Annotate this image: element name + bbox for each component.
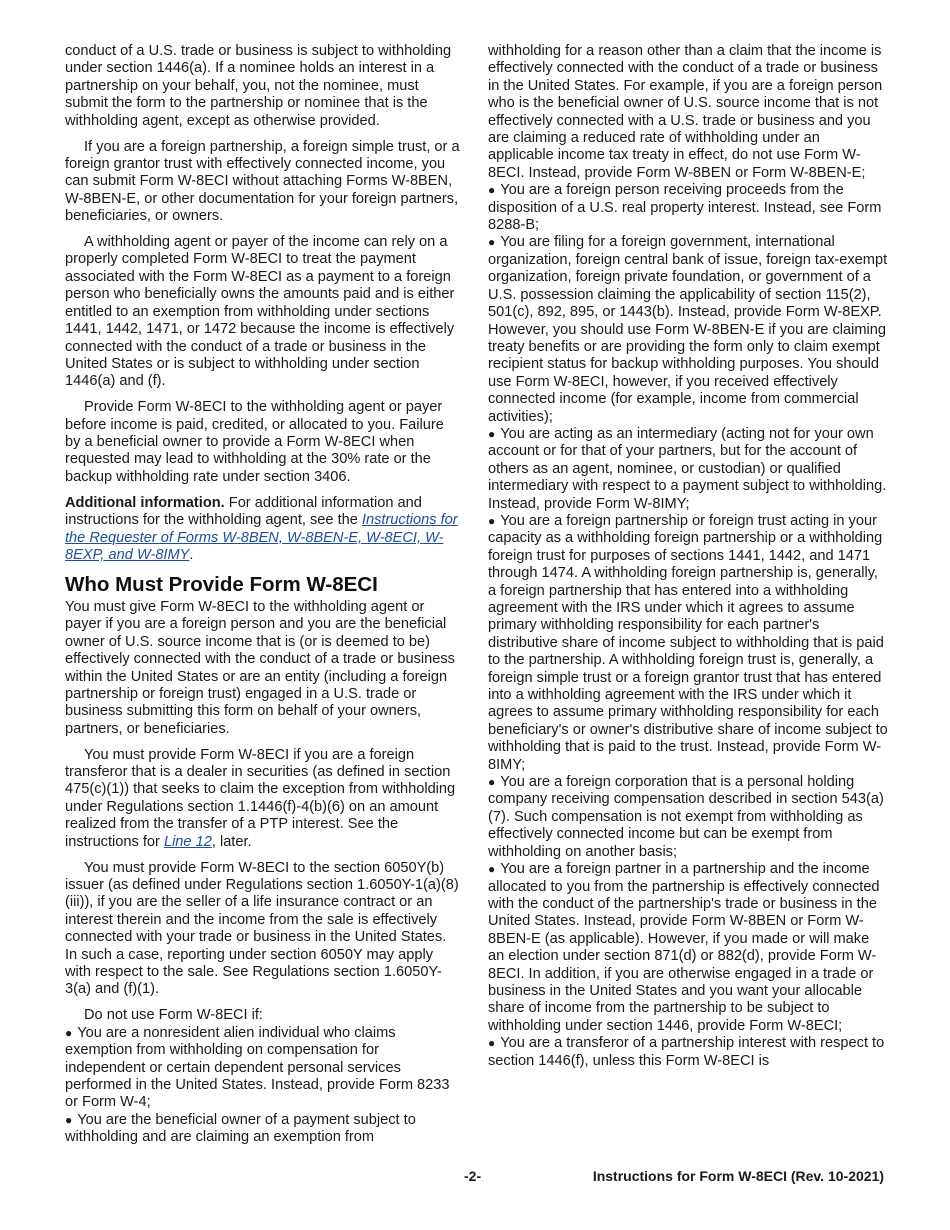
requester-instructions-link[interactable]: Instructions for the Requester of Forms W-8BEN, W-8BEN-E, W-8ECI, W-8EXP, and W-8IMY [65, 512, 458, 563]
additional-information-paragraph [65, 495, 460, 565]
page-number: -2- [464, 1168, 482, 1184]
paragraph: conduct of a U.S. trade or business is subject to withholding under section 1446(a). If a nominee holds an interest in a partnership on your behalf, you, not the nominee, must submit the form to the partnership or nominee that is the withholding agent, except as otherwise provided. [65, 43, 452, 129]
additional-information-text: For additional information and instructions for the withholding agent, see the [65, 494, 422, 529]
bullet-item: ● You are the beneficial owner of a payment subject to withholding and are claiming an exemption from [65, 1111, 416, 1146]
bullet-item: ● You are a foreign partnership or foreign trust acting in your capacity as a withholding foreign partnership or a withholding foreign trust for purposes of sections 1441, 1442, and 1471 through 1474. A withholding foreign partnership is, generally, a foreign partnership that has entered into a withholding agreement with the IRS under which it agrees to assume primary withholding responsibility for each partner's distributive share of income subject to withholding that is paid to the partnership. A withholding foreign trust is, generally, a foreign simple trust or a foreign grantor trust that has entered into a withholding agreement with the IRS under which it agrees to assume primary withholding responsibility for each beneficiary's or owner's distributive share of income subject to withholding that is paid to the trust. Instead, provide Form W-8IMY; [488, 512, 888, 773]
period: . [189, 546, 194, 563]
paragraph: withholding for a reason other than a claim that the income is effectively connected with the conduct of a trade or business in the United States. For example, if you are a foreign person who is the beneficial owner of U.S. source income that is not effectively connected with a U.S. trade or business and you are claiming a reduced rate of withholding under an applicable income tax treaty in effect, do not use Form W-8ECI. Instead, provide Form W-8BEN or Form W-8BEN-E; [488, 43, 883, 181]
paragraph [65, 747, 460, 851]
left-column [65, 43, 460, 1147]
footer-title: Instructions for Form W-8ECI (Rev. 10-2021) [592, 1168, 884, 1184]
bullet-item: ● You are filing for a foreign government, international organization, foreign central bank of issue, foreign tax-exempt organization, foreign private foundation, or government of a U.S. possession claiming the applicability of section 115(2), 501(c), 892, 895, or 1443(b). Instead, provide Form W-8EXP. However, you should use Form W-8BEN-E if you are claiming treaty benefits or are providing the form only to claim exempt recipient status for backup withholding purposes. You should use Form W-8ECI, however, if you received effectively connected income (for example, income from commercial activities); [488, 234, 888, 425]
bullet-item: ● You are a foreign corporation that is a personal holding company receiving compensation described in section 543(a)(7). Such compensation is not exempt from withholding as effectively connected income but can be exempt from withholding on another basis; [488, 774, 884, 860]
bullet-item: ● You are a foreign person receiving proceeds from the disposition of a U.S. real property interest. Instead, see Form 8288-B; [488, 182, 882, 234]
bullet-icon: ● [65, 1025, 73, 1040]
bullet-icon: ● [488, 862, 496, 877]
paragraph-end: , later. [211, 833, 252, 850]
bullet-item: ● You are a nonresident alien individual who claims exemption from withholding on compensation for independent or certain dependent personal services performed in the United States. Instead, provide Form 8233 or Form W-4; [65, 1024, 450, 1111]
paragraph: If you are a foreign partnership, a foreign simple trust, or a foreign grantor trust with effectively connected income, you can submit Form W-8ECI without attaching Forms W-8BEN, W-8BEN-E, or other documentation for your foreign partners, beneficiaries, or owners. [65, 138, 460, 225]
bullet-item: ● You are a foreign partner in a partnership and the income allocated to you from the partnership is effectively connected with the conduct of the partnership's trade or business in the United States. Instead, provide Form W-8BEN or Form W-8BEN-E (as applicable). However, if you made or will make an election under section 871(d) or 882(d), provide Form W-8ECI. In addition, if you are otherwise engaged in a trade or business in the United States and you want your allocable share of income from the partnership to be subject to withholding under section 1446, provide Form W-8ECI; [488, 861, 880, 1034]
bullet-icon: ● [488, 426, 496, 441]
bullet-icon: ● [488, 183, 496, 198]
page-footer [0, 1168, 950, 1188]
bullet-item: ● You are acting as an intermediary (acting not for your own account or for that of your partners, but for the account of others as an agent, nominee, or custodian) or qualified intermediary with respect to a payment subject to withholding. Instead, provide Form W-8IMY; [488, 425, 887, 512]
bullet-icon: ● [65, 1112, 73, 1127]
bullet-icon: ● [488, 235, 496, 250]
paragraph: Provide Form W-8ECI to the withholding agent or payer before income is paid, credited, or allocated to you. Failure by a beneficial owner to provide a Form W-8ECI when requested may lead to withholding at the 30% rate or the backup withholding rate under section 3406. [65, 399, 444, 485]
paragraph: You must give Form W-8ECI to the withholding agent or payer if you are a foreign person and you are the beneficial owner of U.S. source income that is (or is deemed to be) effectively connected with the conduct of a trade or business within the United States or are an entity (including a foreign partnership or foreign trust) engaged in a U.S. trade or business submitting this form on behalf of your owners, partners, or beneficiaries. [65, 598, 455, 737]
paragraph: Do not use Form W-8ECI if: [84, 1007, 263, 1024]
bullet-item: ● You are a transferor of a partnership interest with respect to section 1446(f), unless this Form W-8ECI is [488, 1035, 885, 1069]
bullet-icon: ● [488, 513, 496, 528]
paragraph: A withholding agent or payer of the income can rely on a properly completed Form W-8ECI to treat the payment associated with the Form W-8ECI as a payment to a foreign person who beneficially owns the amounts paid and is either entitled to an exemption from withholding under sections 1441, 1442, 1471, or 1472 because the income is effectively connected with the conduct of a trade or business in the United States or is subject to withholding under section 1446(a) and (f). [65, 234, 455, 390]
paragraph-text: You must provide Form W-8ECI if you are a foreign transferor that is a dealer in securities (as defined in section 475(c)(1)) that seeks to claim the exception from withholding under Regulations section 1.1446(f)-4(b)(6) on an amount realized from the transfer of a PTP interest. See the instructions for [65, 746, 456, 850]
paragraph: You must provide Form W-8ECI to the section 6050Y(b) issuer (as defined under Regulations section 1.6050Y-1(a)(8)(iii)), if you are the seller of a life insurance contract or an interest therein and the income from the sale is effectively connected with your trade or business in the United States. In such a case, reporting under section 6050Y may apply with respect to the sale. See Regulations section 1.6050Y-3(a) and (f)(1). [65, 859, 459, 998]
section-heading: Who Must Provide Form W-8ECI [65, 572, 378, 596]
additional-information-label: Additional information. [65, 494, 225, 511]
bullet-icon: ● [488, 775, 496, 790]
line-12-link[interactable]: Line 12 [163, 833, 212, 850]
bullet-icon: ● [488, 1036, 496, 1051]
right-column [488, 43, 888, 1070]
